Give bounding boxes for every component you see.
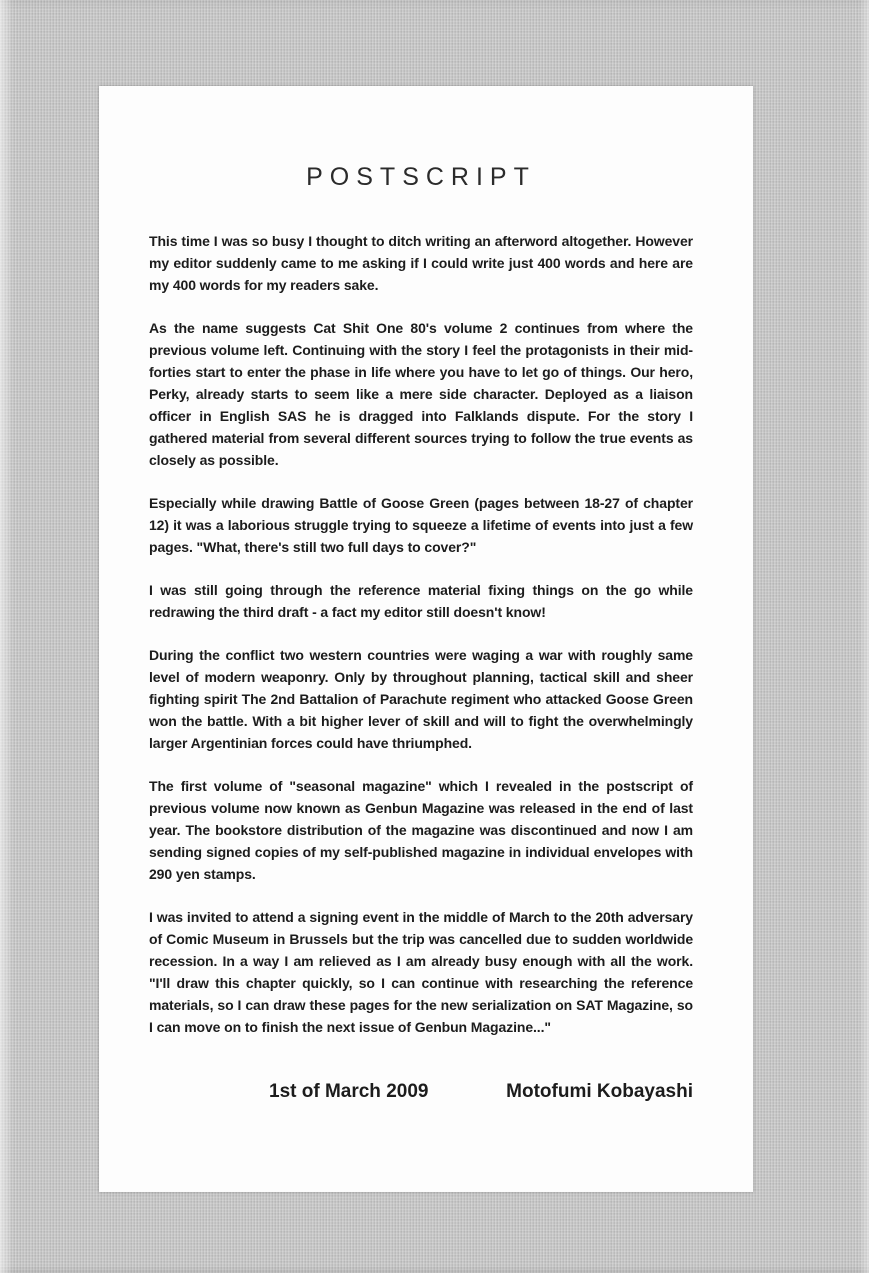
- signature-date: 1st of March 2009: [269, 1081, 429, 1102]
- paragraph-5: During the conflict two western countries were waging a war with roughly same level of modern weaponry. Only by throughout planning, tactical skill and sheer fighting spirit The 2nd Battalion of Parachute regiment who attacked Goose Green won the battle. With a bit higher lever of skill and will to fight the overwhelmingly larger Argentinian forces could have thriumphed.: [149, 647, 693, 751]
- signature-row: [149, 1080, 693, 1104]
- paragraph-2: As the name suggests Cat Shit One 80's volume 2 continues from where the previous volume left. Continuing with the story I feel the protagonists in their mid-forties start to enter the phase in life where you have to let go of things. Our hero, Perky, already starts to seem like a mere side character. Deployed as a liaison officer in English SAS he is dragged into Falklands dispute. For the story I gathered material from several different sources trying to follow the true events as closely as possible.: [149, 320, 693, 468]
- paragraph-4: I was still going through the reference material fixing things on the go while redrawing the third draft - a fact my editor still doesn't know!: [149, 582, 693, 620]
- paragraph-7: I was invited to attend a signing event in the middle of March to the 20th adversary of Comic Museum in Brussels but the trip was cancelled due to sudden worldwide recession. In a way I am relieved as I am already busy enough with all the work. "I'll draw this chapter quickly, so I can continue with researching the reference materials, so I can draw these pages for the new serialization on SAT Magazine, so I can move on to finish the next issue of Genbun Magazine...": [149, 909, 693, 1035]
- page-title: POSTSCRIPT: [306, 163, 536, 191]
- paragraph-3: Especially while drawing Battle of Goose Green (pages between 18-27 of chapter 12) it was a laborious struggle trying to squeeze a lifetime of events into just a few pages. "What, there's still two full days to cover?": [149, 495, 693, 555]
- paragraph-6: The first volume of "seasonal magazine" which I revealed in the postscript of previous volume now known as Genbun Magazine was released in the end of last year. The bookstore distribution of the magazine was discontinued and now I am sending signed copies of my self-published magazine in individual envelopes with 290 yen stamps.: [149, 778, 693, 882]
- paragraph-1: This time I was so busy I thought to ditch writing an afterword altogether. However my editor suddenly came to me asking if I could write just 400 words and here are my 400 words for my readers sake.: [149, 233, 693, 293]
- paper-page: [99, 86, 753, 1192]
- postscript-body: [149, 230, 693, 1038]
- signature-name: Motofumi Kobayashi: [506, 1081, 693, 1102]
